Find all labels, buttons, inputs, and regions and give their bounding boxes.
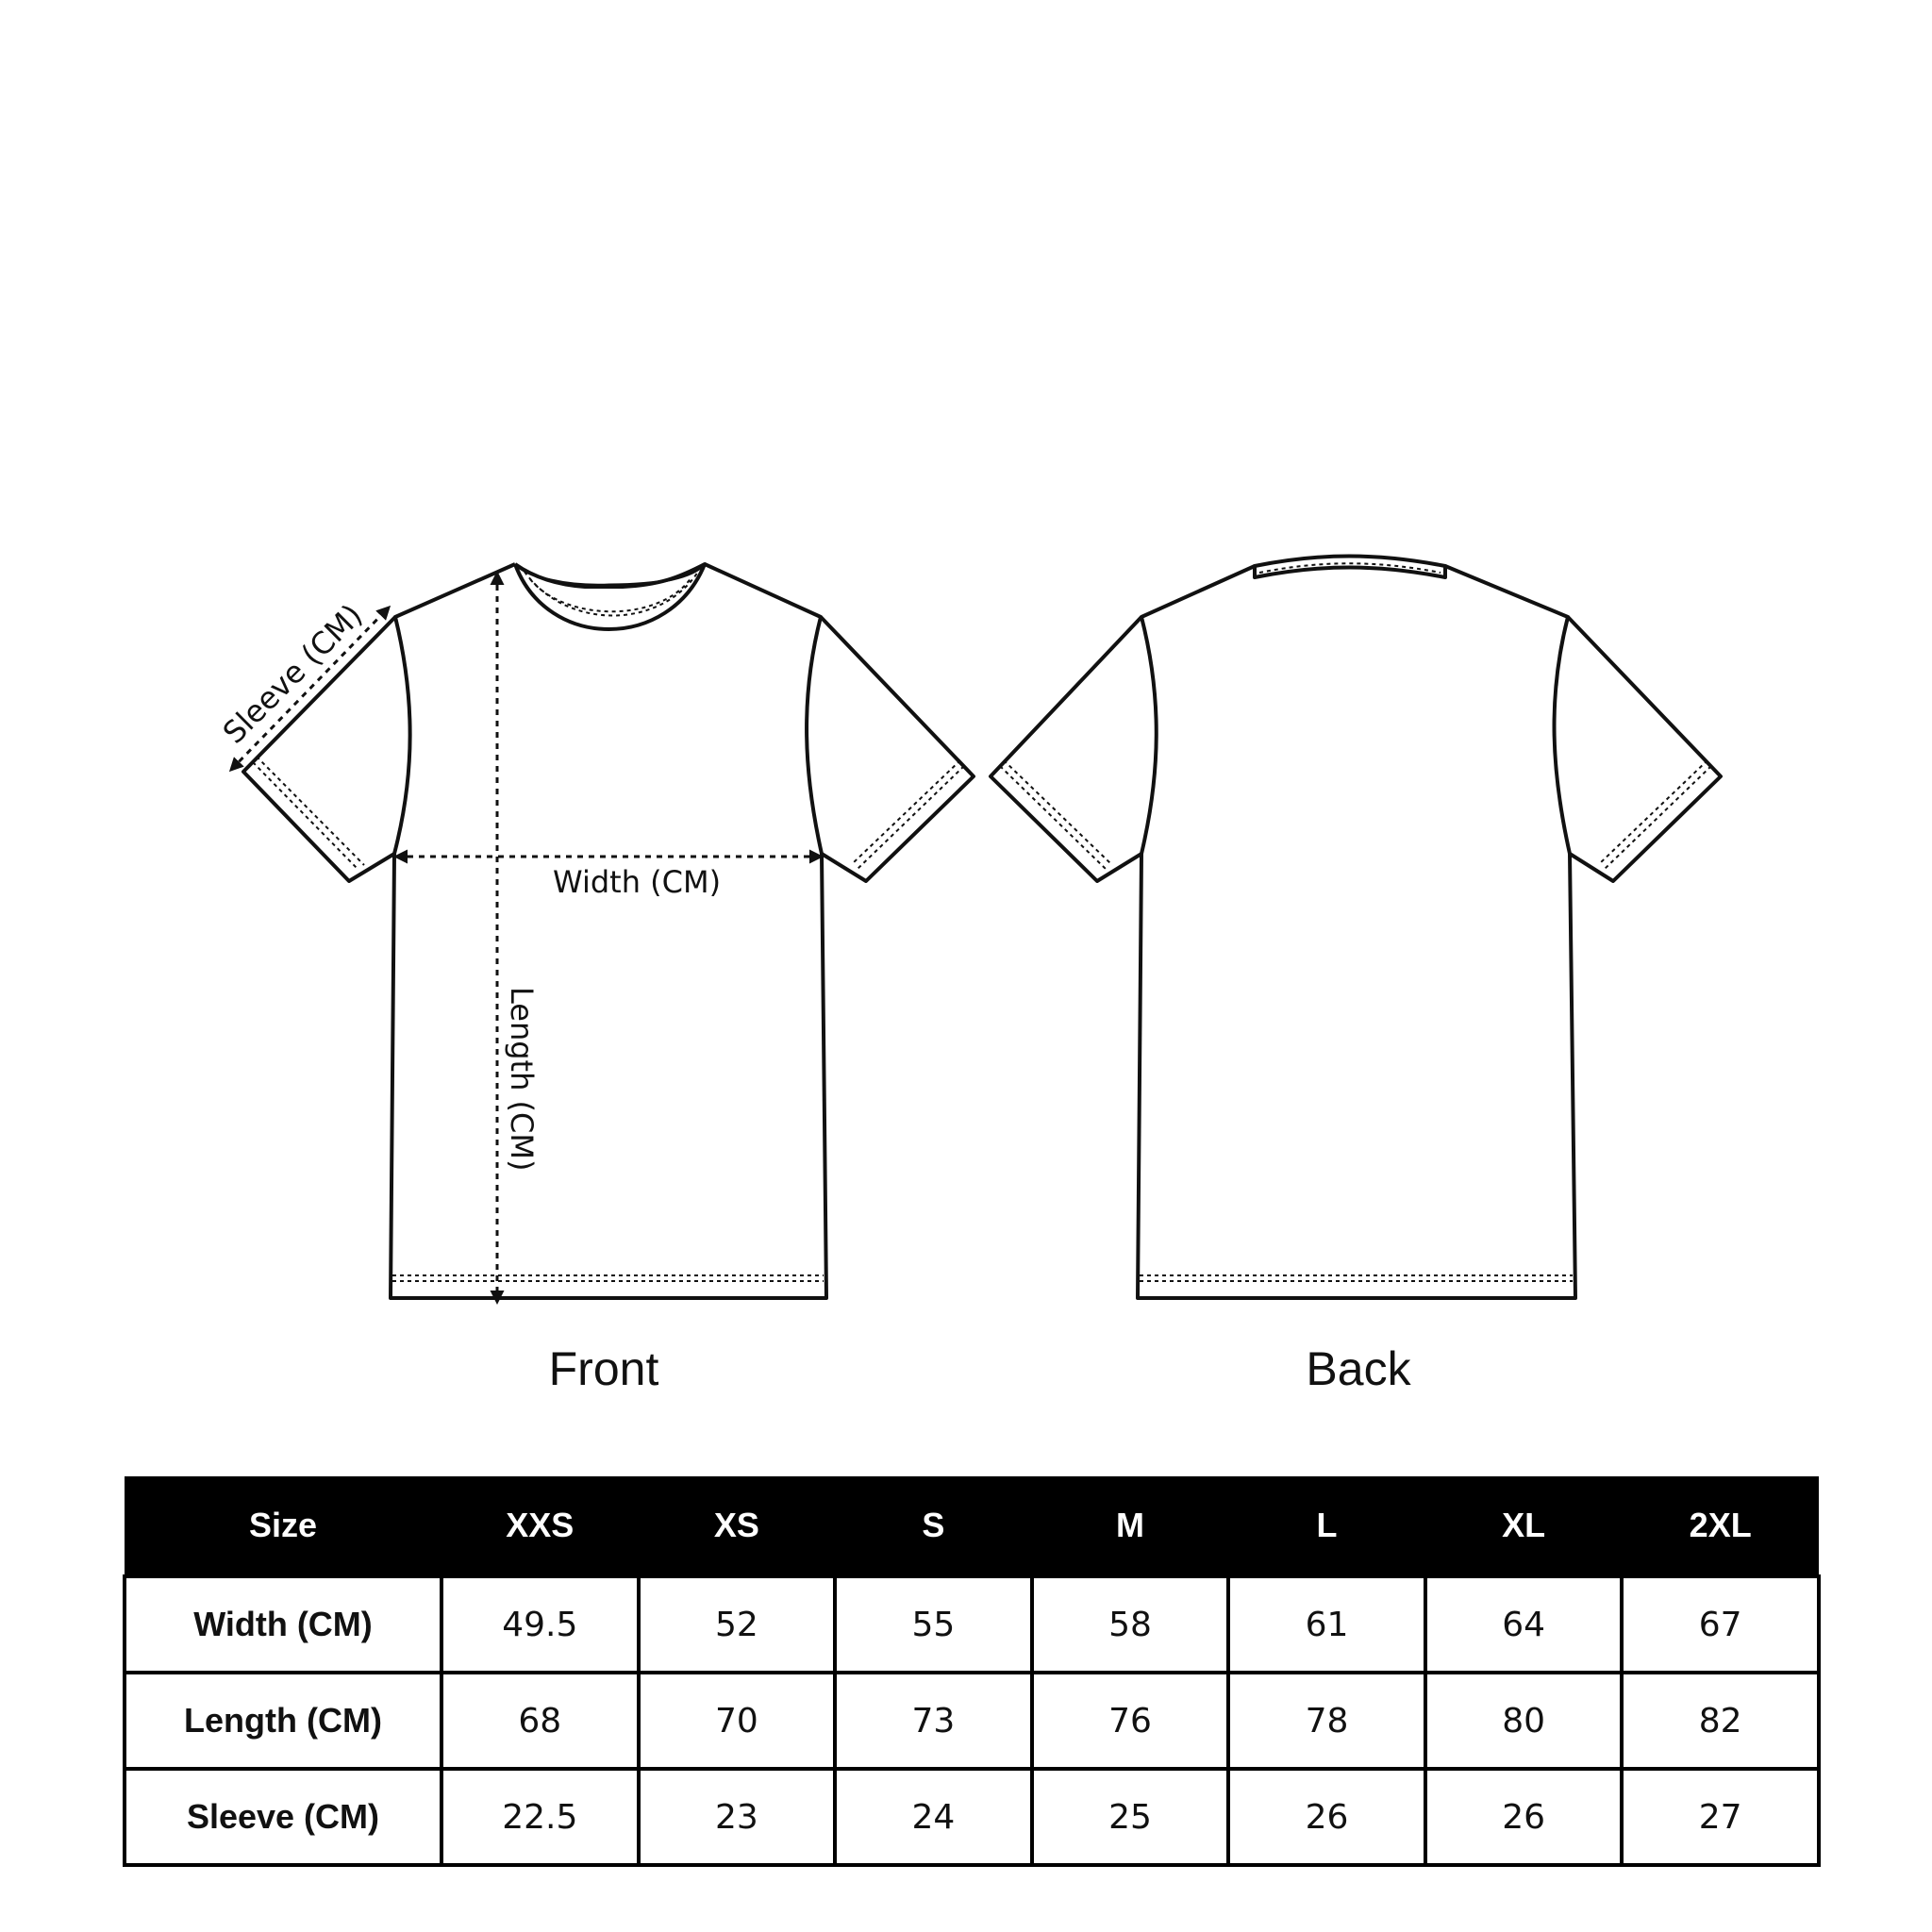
size-header-cell: XXS xyxy=(441,1476,639,1576)
table-cell: 67 xyxy=(1622,1576,1819,1673)
size-header-cell: XL xyxy=(1425,1476,1623,1576)
size-header-cell: M xyxy=(1032,1476,1229,1576)
size-header-cell: 2XL xyxy=(1622,1476,1819,1576)
size-header-row xyxy=(125,1476,1819,1576)
size-header-cell: L xyxy=(1228,1476,1425,1576)
table-cell: 76 xyxy=(1032,1673,1229,1769)
row-label: Length (CM) xyxy=(125,1673,441,1769)
back-view-label: Back xyxy=(1306,1342,1411,1395)
front-body xyxy=(391,564,826,1298)
front-view-label: Front xyxy=(548,1342,659,1395)
table-cell: 68 xyxy=(441,1673,639,1769)
table-cell: 80 xyxy=(1425,1673,1623,1769)
table-row xyxy=(125,1769,1819,1865)
table-cell: 27 xyxy=(1622,1769,1819,1865)
table-cell: 52 xyxy=(639,1576,836,1673)
size-table xyxy=(123,1476,1821,1867)
width-dimension-label: Width (CM) xyxy=(553,864,722,900)
back-body xyxy=(1138,566,1575,1298)
front-right-sleeve xyxy=(821,617,974,881)
table-cell: 73 xyxy=(835,1673,1032,1769)
table-cell: 25 xyxy=(1032,1769,1229,1865)
table-cell: 78 xyxy=(1228,1673,1425,1769)
table-cell: 61 xyxy=(1228,1576,1425,1673)
back-tshirt xyxy=(991,557,1721,1299)
table-cell: 23 xyxy=(639,1769,836,1865)
table-cell: 82 xyxy=(1622,1673,1819,1769)
back-collar xyxy=(1255,557,1445,578)
sleeve-dimension-label: Sleeve (CM) xyxy=(215,596,370,751)
size-header-cell: S xyxy=(835,1476,1032,1576)
length-dimension-label: Length (CM) xyxy=(504,987,540,1172)
table-cell: 26 xyxy=(1228,1769,1425,1865)
front-collar-outer xyxy=(515,564,705,629)
table-cell: 24 xyxy=(835,1769,1032,1865)
back-left-sleeve xyxy=(991,617,1141,881)
row-label: Sleeve (CM) xyxy=(125,1769,441,1865)
front-body-outline xyxy=(391,563,649,1300)
back-right-sleeve xyxy=(1568,617,1721,881)
front-collar-inner xyxy=(515,564,705,585)
table-cell: 55 xyxy=(835,1576,1032,1673)
table-row xyxy=(125,1576,1819,1673)
table-cell: 22.5 xyxy=(441,1769,639,1865)
size-header-label: Size xyxy=(125,1476,441,1576)
table-cell: 58 xyxy=(1032,1576,1229,1673)
row-label: Width (CM) xyxy=(125,1576,441,1673)
table-row xyxy=(125,1673,1819,1769)
size-header-cell: XS xyxy=(639,1476,836,1576)
dimension-lines xyxy=(231,574,821,1302)
front-tshirt xyxy=(243,563,974,1300)
table-cell: 64 xyxy=(1425,1576,1623,1673)
table-cell: 70 xyxy=(639,1673,836,1769)
table-cell: 49.5 xyxy=(441,1576,639,1673)
table-cell: 26 xyxy=(1425,1769,1623,1865)
